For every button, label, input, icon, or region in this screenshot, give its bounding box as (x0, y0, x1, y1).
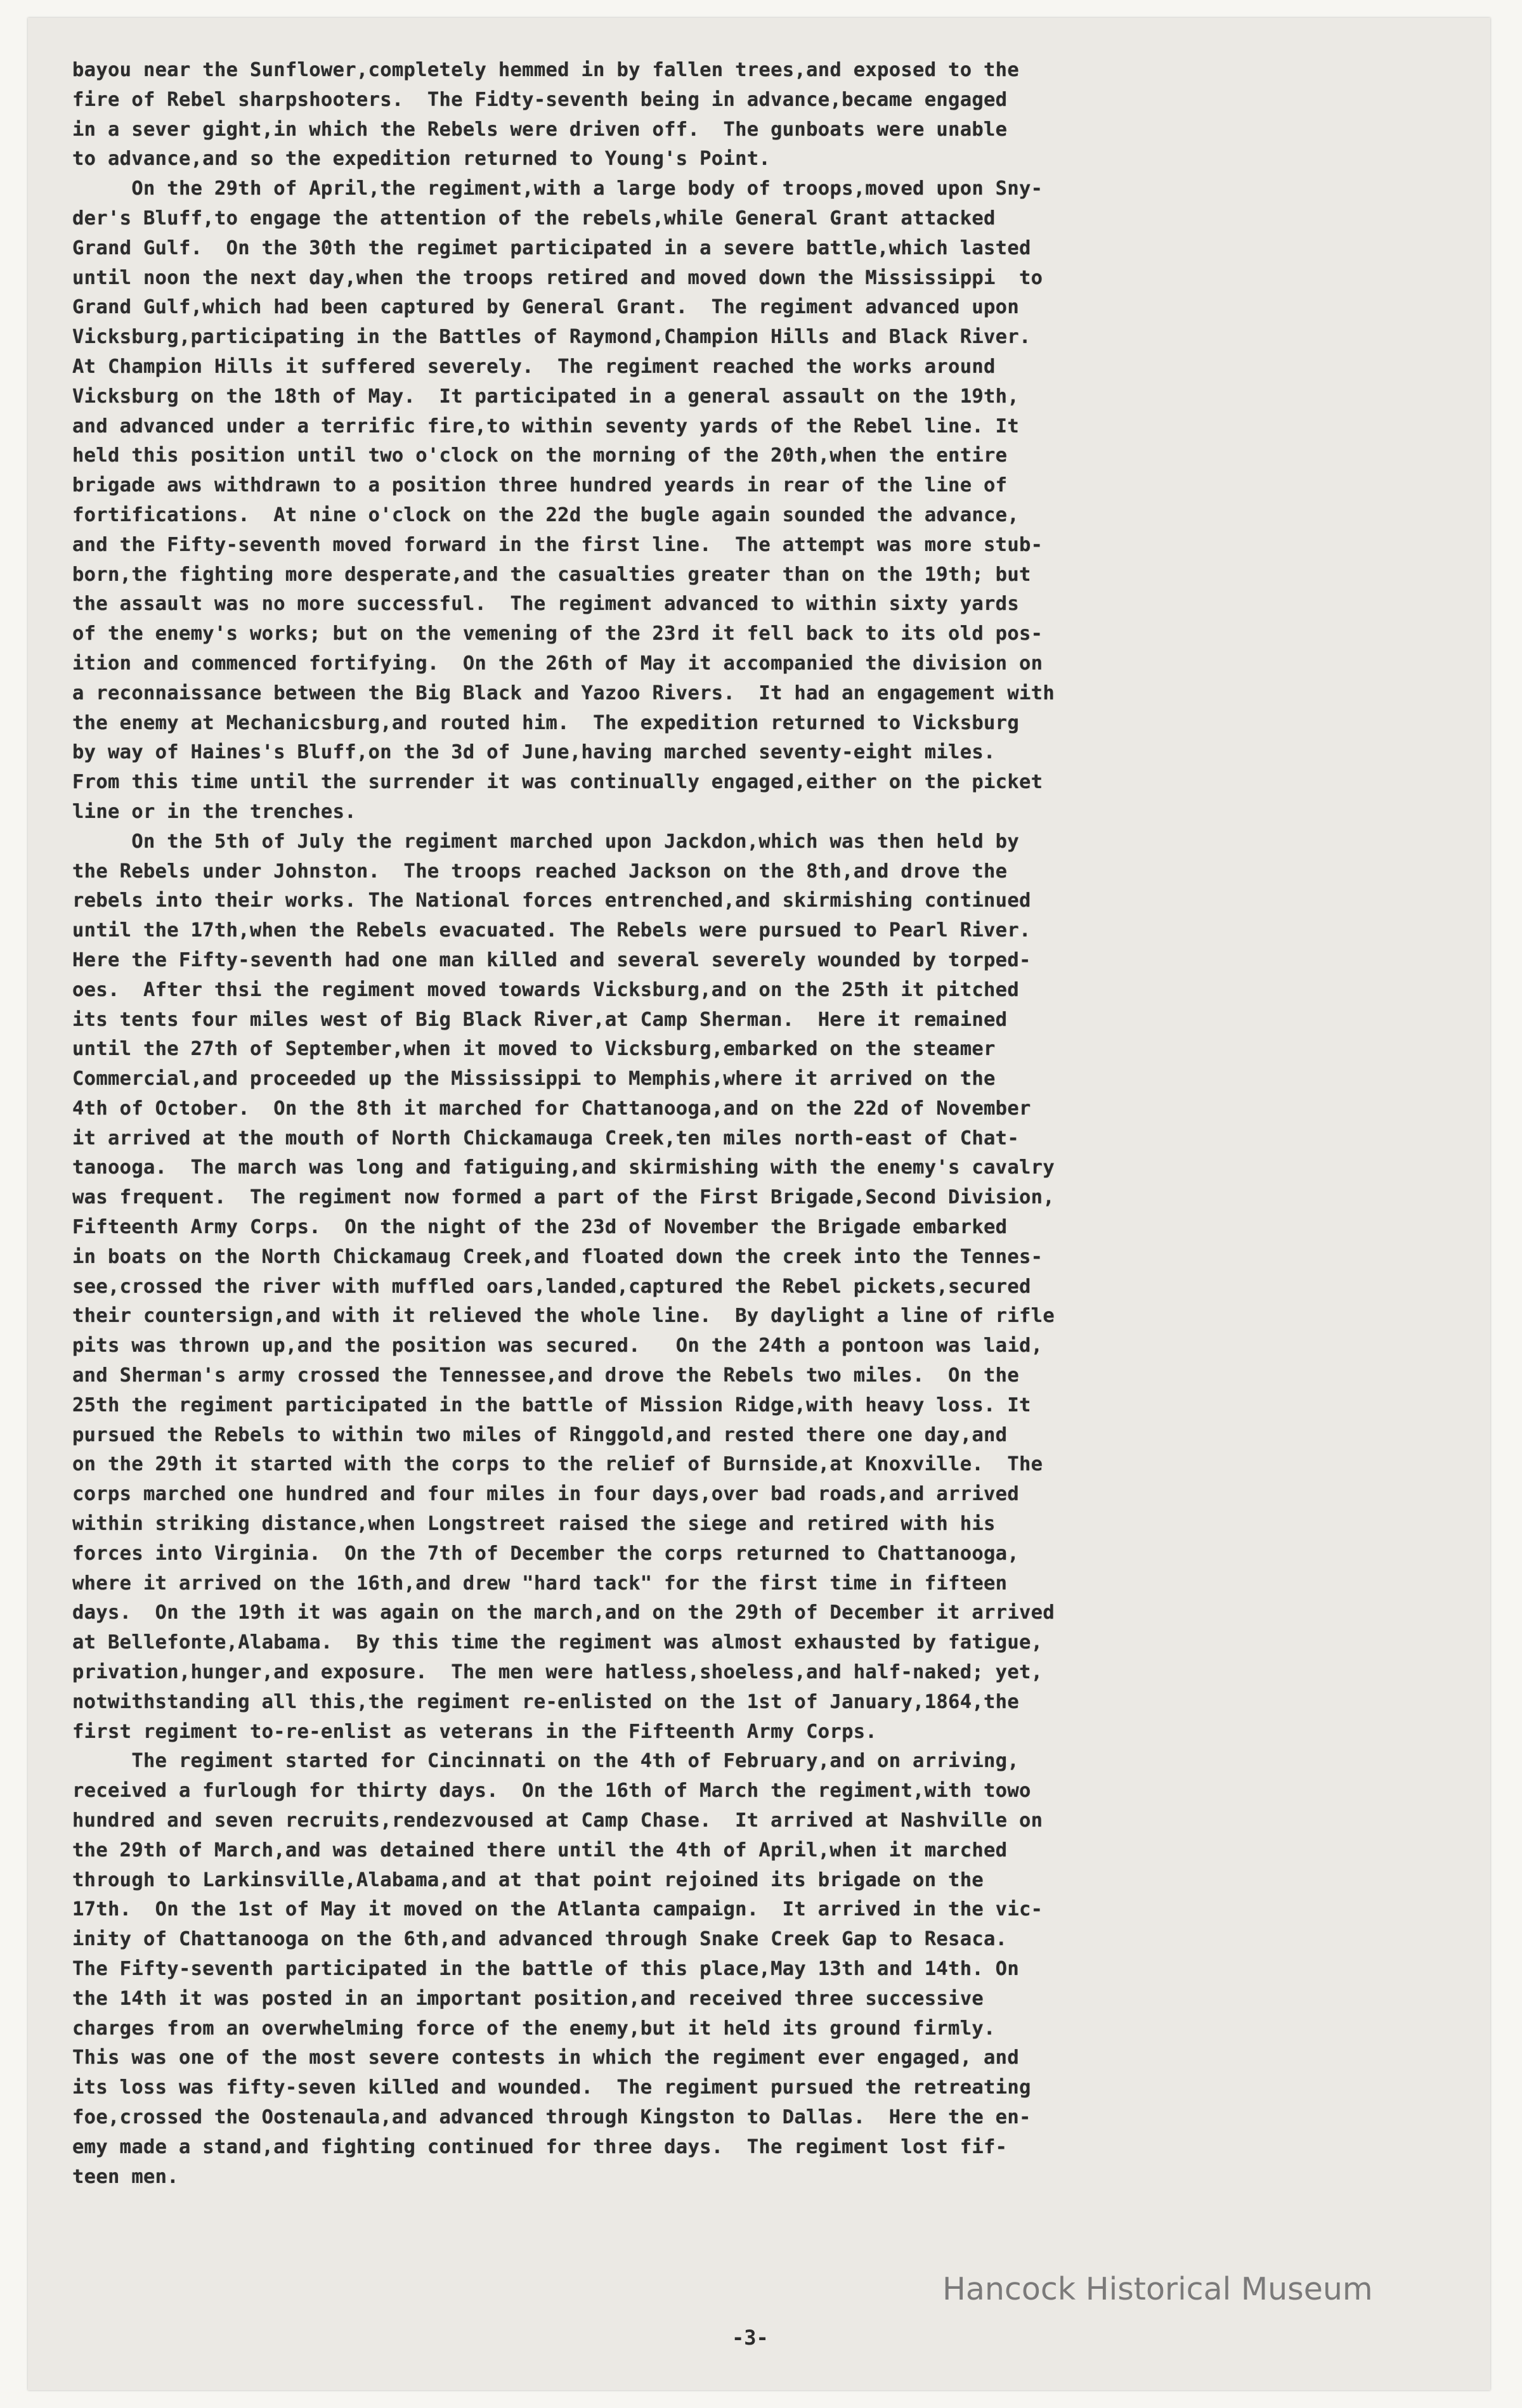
text-line: foe,crossed the Oostenaula,and advanced through Kingston to Dallas. Here the en- (72, 2106, 1031, 2128)
text-line: in boats on the North Chickamaug Creek,and floated down the creek into the Tennes- (72, 1245, 1043, 1268)
text-line: at Bellefonte,Alabama. By this time the regiment was almost exhausted by fatigue, (72, 1631, 1043, 1654)
text-line: days. On the 19th it was again on the march,and on the 29th of December it arrived (72, 1602, 1055, 1624)
text-line: and the Fifty-seventh moved forward in the first line. The attempt was more stub- (72, 533, 1043, 556)
text-line: within striking distance,when Longstreet raised the siege and retired with his (72, 1513, 996, 1536)
text-line: where it arrived on the 16th,and drew "hard tack" for the first time in fifteen (72, 1572, 1008, 1595)
text-line: Grand Gulf. On the 30th the regimet participated in a severe battle,which lasted (72, 236, 1031, 259)
text-line: fortifications. At nine o'clock on the 22d the bugle again sounded the advance, (72, 503, 1020, 526)
text-line: The Fifty-seventh participated in the battle of this place,May 13th and 14th. On (72, 1958, 1020, 1980)
text-line: see,crossed the river with muffled oars,landed,captured the Rebel pickets,secured (72, 1275, 1031, 1298)
text-line: 17th. On the 1st of May it moved on the Atlanta campaign. It arrived in the vic- (72, 1898, 1043, 1921)
text-line: the assault was no more successful. The regiment advanced to within sixty yards (72, 593, 1020, 616)
text-line: Vicksburg on the 18th of May. It participated in a general assault on the 19th, (72, 385, 1020, 408)
text-line: born,the fighting more desperate,and the casualties greater than on the 19th; but (72, 563, 1031, 586)
text-line: the 14th it was posted in an important position,and received three successive (72, 1987, 984, 2010)
text-line: fire of Rebel sharpshooters. The Fidty-seventh being in advance,became engaged (72, 88, 1008, 111)
text-line: was frequent. The regiment now formed a part of the First Brigade,Second Division, (72, 1186, 1055, 1209)
text-line: der's Bluff,to engage the attention of the rebels,while General Grant attacked (72, 207, 996, 230)
text-line: This was one of the most severe contests in which the regiment ever engaged, and (72, 2047, 1020, 2069)
document-page (28, 18, 1490, 2390)
text-line: until the 27th of September,when it moved to Vicksburg,embarked on the steamer (72, 1038, 996, 1061)
watermark-text: Hancock Historical Museum (942, 2271, 1373, 2307)
text-line: the Rebels under Johnston. The troops reached Jackson on the 8th,and drove the (72, 860, 1008, 883)
text-line: emy made a stand,and fighting continued for three days. The regiment lost fif- (72, 2135, 1008, 2158)
text-line: the enemy at Mechanicsburg,and routed him. The expedition returned to Vicksburg (72, 711, 1020, 734)
text-line: received a furlough for thirty days. On the 16th of March the regiment,with towo (72, 1780, 1031, 1803)
text-line: 4th of October. On the 8th it marched for Chattanooga,and on the 22d of November (72, 1097, 1031, 1120)
text-line: line or in the trenches. (72, 800, 356, 823)
text-line: corps marched one hundred and four miles in four days,over bad roads,and arrived (72, 1483, 1020, 1506)
text-line: it arrived at the mouth of North Chickamauga Creek,ten miles north-east of Chat- (72, 1127, 1020, 1149)
text-line: and Sherman's army crossed the Tennessee,and drove the Rebels two miles. On the (72, 1364, 1020, 1387)
text-line: to advance,and so the expedition returned to Young's Point. (72, 148, 771, 171)
text-line: privation,hunger,and exposure. The men were hatless,shoeless,and half-naked; yet, (72, 1661, 1043, 1684)
text-line: in a sever gight,in which the Rebels were driven off. The gunboats were unable (72, 118, 1008, 141)
text-line: inity of Chattanooga on the 6th,and advanced through Snake Creek Gap to Resaca. (72, 1928, 1008, 1951)
text-line: tanooga. The march was long and fatiguing,and skirmishing with the enemy's cavalry (72, 1156, 1055, 1179)
text-line: bayou near the Sunflower,completely hemmed in by fallen trees,and exposed to the (72, 59, 1020, 81)
text-line: until noon the next day,when the troops retired and moved down the Mississippi to (72, 266, 1043, 289)
text-line: Grand Gulf,which had been captured by General Grant. The regiment advanced upon (72, 296, 1020, 319)
text-line: through to Larkinsville,Alabama,and at that point rejoined its brigade on the (72, 1868, 984, 1891)
text-line: brigade aws withdrawn to a position three hundred yeards in rear of the line of (72, 474, 1008, 497)
text-line: and advanced under a terrific fire,to within seventy yards of the Rebel line. It (72, 415, 1020, 437)
text-line: The regiment started for Cincinnati on the 4th of February,and on arriving, (72, 1750, 1020, 1773)
text-line: the 29th of March,and was detained there until the 4th of April,when it marched (72, 1839, 1008, 1861)
text-line: charges from an overwhelming force of the enemy,but it held its ground firmly. (72, 2017, 996, 2040)
text-line: its tents four miles west of Big Black River,at Camp Sherman. Here it remained (72, 1008, 1008, 1031)
text-line: Commercial,and proceeded up the Mississippi to Memphis,where it arrived on the (72, 1068, 996, 1091)
text-line: their countersign,and with it relieved the whole line. By daylight a line of rifle (72, 1305, 1055, 1328)
text-line: At Champion Hills it suffered severely. The regiment reached the works around (72, 355, 996, 378)
text-line: held this position until two o'clock on the morning of the 20th,when the entire (72, 444, 1008, 467)
document-body (72, 56, 1379, 2192)
page-number: -3- (732, 2326, 769, 2350)
text-line: rebels into their works. The National forces entrenched,and skirmishing continued (72, 890, 1031, 912)
text-line: From this time until the surrender it was continually engaged,either on the picket (72, 771, 1043, 794)
text-line: Here the Fifty-seventh had one man killed and several severely wounded by torped- (72, 948, 1031, 971)
text-line: On the 5th of July the regiment marched upon Jackdon,which was then held by (72, 830, 1020, 853)
text-line: Vicksburg,participating in the Battles of Raymond,Champion Hills and Black River. (72, 326, 1031, 349)
text-line: on the 29th it started with the corps to the relief of Burnside,at Knoxville. The (72, 1453, 1043, 1476)
text-line: its loss was fifty-seven killed and wounded. The regiment pursued the retreating (72, 2076, 1031, 2099)
text-line: a reconnaissance between the Big Black and Yazoo Rivers. It had an engagement with (72, 682, 1055, 704)
text-line: first regiment to-re-enlist as veterans in the Fifteenth Army Corps. (72, 1720, 878, 1743)
text-line: 25th the regiment participated in the battle of Mission Ridge,with heavy loss. It (72, 1394, 1031, 1416)
text-line: ition and commenced fortifying. On the 26th of May it accompanied the division on (72, 652, 1043, 675)
text-line: oes. After thsi the regiment moved towards Vicksburg,and on the 25th it pitched (72, 978, 1020, 1001)
text-line: pursued the Rebels to within two miles of Ringgold,and rested there one day,and (72, 1423, 1008, 1446)
text-line: pits was thrown up,and the position was secured. On the 24th a pontoon was laid, (72, 1335, 1043, 1357)
text-line: notwithstanding all this,the regiment re-enlisted on the 1st of January,1864,the (72, 1690, 1020, 1713)
text-line: teen men. (72, 2165, 179, 2188)
text-line: by way of Haines's Bluff,on the 3d of June,having marched seventy-eight miles. (72, 741, 996, 764)
text-line: forces into Virginia. On the 7th of December the corps returned to Chattanooga, (72, 1542, 1020, 1565)
text-line: until the 17th,when the Rebels evacuated. The Rebels were pursued to Pearl River. (72, 919, 1031, 942)
text-line: of the enemy's works; but on the vemening of the 23rd it fell back to its old pos- (72, 623, 1043, 645)
text-line: Fifteenth Army Corps. On the night of the 23d of November the Brigade embarked (72, 1216, 1008, 1239)
text-line: On the 29th of April,the regiment,with a large body of troops,moved upon Sny- (72, 178, 1043, 200)
text-line: hundred and seven recruits,rendezvoused at Camp Chase. It arrived at Nashville on (72, 1809, 1043, 1832)
